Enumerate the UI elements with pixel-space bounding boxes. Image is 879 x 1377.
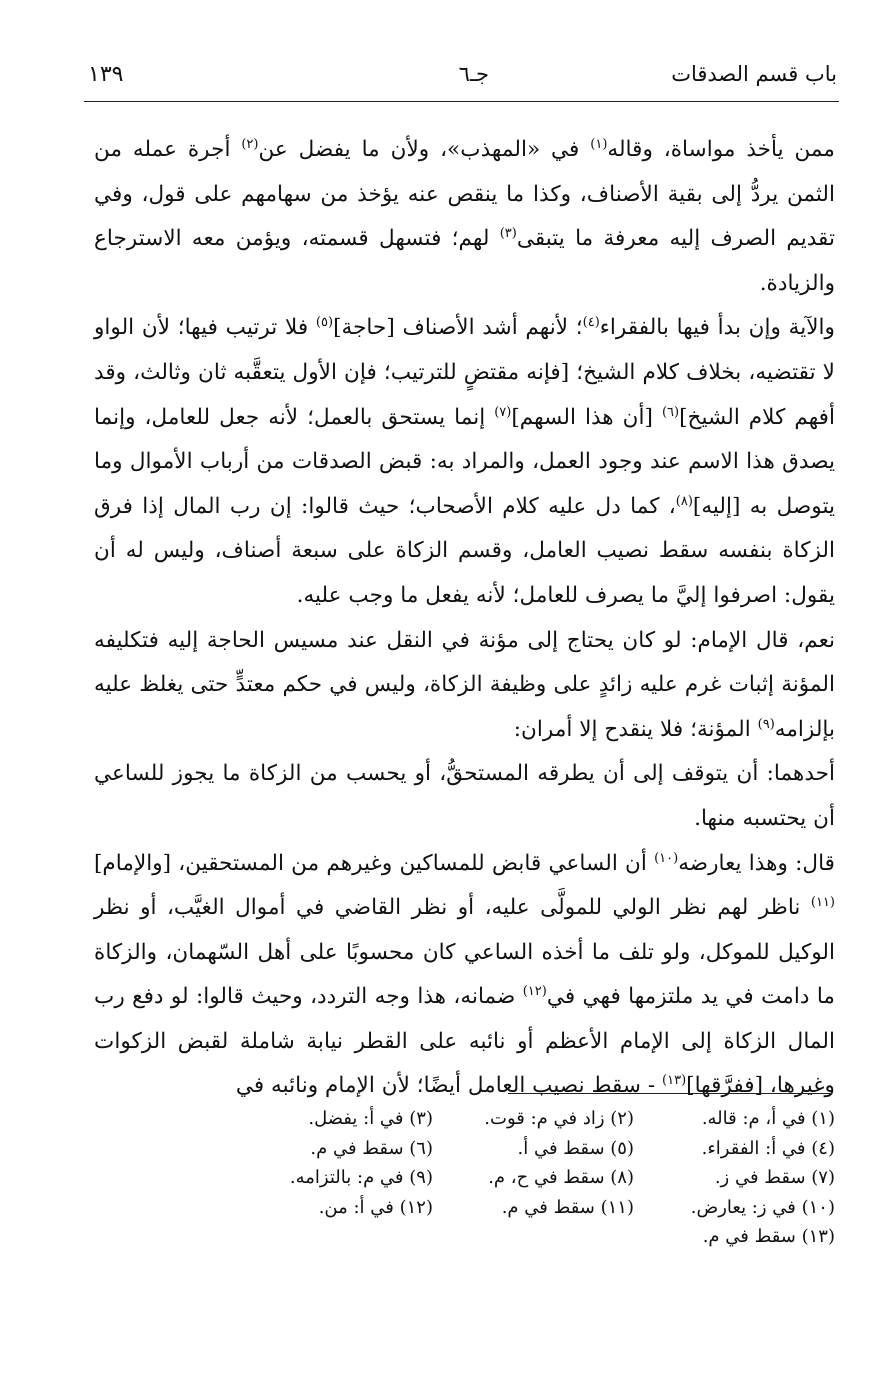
volume-label: جـ٦ (458, 62, 489, 86)
footnote: (٨) سقط في ح، م. (488, 1167, 634, 1189)
footnote-row (230, 1193, 835, 1223)
footnote-row (230, 1134, 835, 1164)
page-number: ١٣٩ (88, 62, 124, 87)
header-rule (84, 101, 839, 102)
body-paragraph: أحدهما: أن يتوقف إلى أن يطرقه المستحقُّ، أو يحسب من الزكاة ما يجوز للساعي أن يحتسبه منها. (94, 761, 835, 831)
footnote: (٩) في م: بالتزامه. (289, 1167, 433, 1189)
footnotes (230, 1104, 835, 1252)
footnote: (٧) سقط في ز. (714, 1167, 835, 1189)
footnote: (٤) في أ: الفقراء. (701, 1137, 835, 1159)
footnote: (٥) سقط في أ. (517, 1137, 634, 1159)
footnote: (٢) زاد في م: قوت. (484, 1108, 634, 1129)
body-text (94, 128, 835, 1109)
footnote-row (230, 1222, 835, 1252)
footnote-row (230, 1163, 835, 1193)
footnote: (١٠) في ز: يعارض. (690, 1196, 835, 1218)
footnote: (١١) سقط في م. (501, 1196, 634, 1218)
body-paragraph: ممن يأخذ مواساة، وقاله$^{(١)}$ في «المهذب»، ولأن ما يفضل عن$^{(٢)}$ أجرة عمله من الثمن يردُّ إلى بقية الأصناف، وكذا ما ينقص عنه يؤخذ من سهامهم على قول، وفي تقديم الصرف إليه معرفة ما يتبقى$^{(٣)}$ لهم؛ فتسهل قسمته، ويؤمن معه الاسترجاع والزيادة. (94, 136, 835, 296)
footnote-rule (508, 1093, 832, 1094)
footnote-row (230, 1104, 835, 1134)
body-paragraph: والآية وإن بدأ فيها بالفقراء$^{(٤)}$؛ لأنهم أشد الأصناف [حاجة]$^{(٥)}$ فلا ترتيب فيها؛ لأن الواو لا تقتضيه، بخلاف كلام الشيخ؛ [فإنه مقتضٍ للترتيب؛ فإن الأول يتعقَّبه ثان وثالث، وقد أفهم كلام الشيخ]$^{(٦)}$ [أن هذا السهم]$^{(٧)}$ إنما يستحق بالعمل؛ لأنه جعل للعامل، وإنما يصدق هذا الاسم عند وجود العمل، والمراد به: قبض الصدقات من أرباب الأموال وما يتوصل به [إليه]$^{(٨)}$، كما دل عليه كلام الأصحاب؛ حيث قالوا: إن رب المال إذا فرق الزكاة بنفسه سقط نصيب العامل، وقسم الزكاة على سبعة أصناف، وليس له أن يقول: اصرفوا إليَّ ما يصرف للعامل؛ لأنه يفعل ما وجب عليه. (94, 315, 835, 608)
footnote: (١) في أ، م: قاله. (701, 1108, 835, 1129)
footnote: (٦) سقط في م. (310, 1137, 433, 1159)
body-paragraph: نعم، قال الإمام: لو كان يحتاج إلى مؤنة في النقل عند مسيس الحاجة إليه فتكليفه المؤنة إثبات غرم عليه زائدٍ على وظيفة الزكاة، وليس في حكم معتدٍّ حتى يغلظ عليه بإلزامه$^{(٩)}$ المؤنة؛ فلا ينقدح إلا أمران: (94, 627, 835, 742)
footnote: (١٢) في أ: من. (318, 1196, 433, 1218)
footnote: (٣) في أ: يفضل. (308, 1108, 433, 1129)
chapter-title: باب قسم الصدقات (671, 62, 837, 86)
footnote: (١٣) سقط في م. (702, 1226, 835, 1248)
body-paragraph: قال: وهذا يعارضه$^{(١٠)}$ أن الساعي قابض للمساكين وغيرهم من المستحقين، [والإمام]$^{(١١)}$ ناظر لهم نظر الولي للمولَّى عليه، أو نظر القاضي في أموال الغيَّب، أو نظر الوكيل للموكل، ولو تلف ما أخذه الساعي كان محسوبًا على أهل السّهمان، والزكاة ما دامت في يد ملتزمها فهي في$^{(١٢)}$ ضمانه، هذا وجه التردد، وحيث قالوا: لو دفع رب المال الزكاة إلى الإمام الأعظم أو نائبه على القطر نيابة شاملة لقبض الزكوات وغيرها، [ففرَّقها]$^{(١٣)}$ - سقط نصيب العامل أيضًا؛ لأن الإمام ونائبه في (94, 850, 835, 1099)
running-header (88, 62, 837, 96)
